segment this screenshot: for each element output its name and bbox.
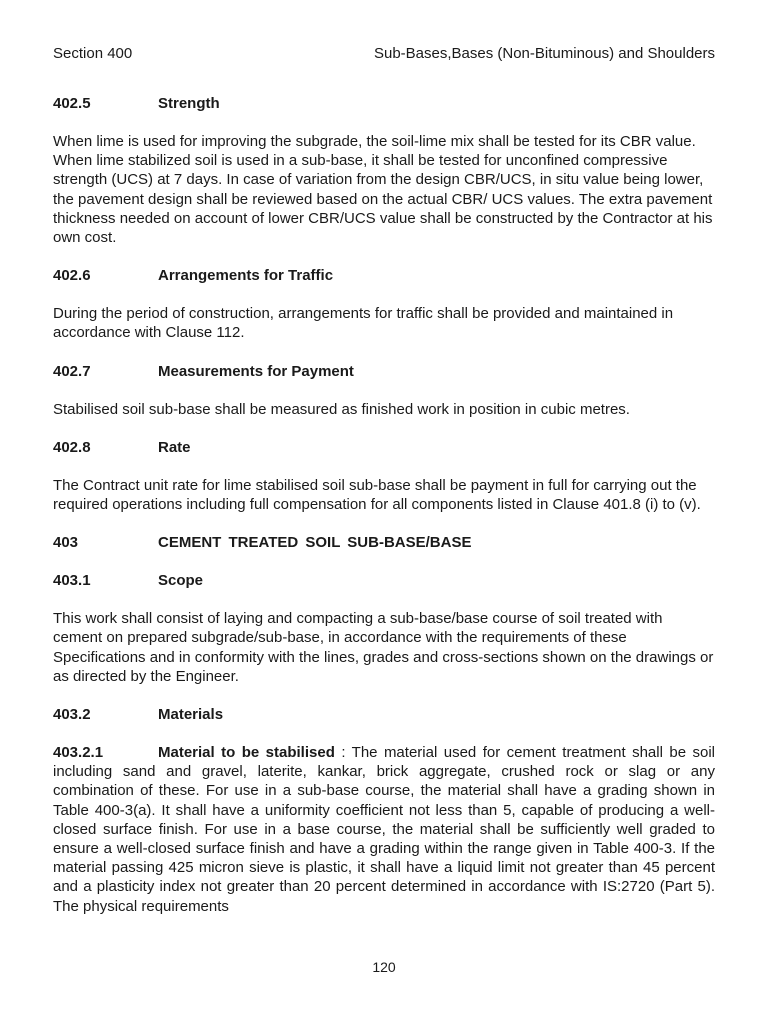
heading-402-6 (53, 266, 715, 285)
document-page (53, 44, 715, 935)
paragraph-text: : The material used for cement treatment shall be soil including sand and gravel, laterite, kankar, brick aggregate, crushed rock or slag or any combination of these. For use in a sub-base course, the material shall have a grading shown in Table 400-3(a). It shall have a uniformity coefficient not less than 5, capable of producing a well-closed surface finish. For use in a base course, the material shall be sufficiently well graded to ensure a well-closed surface finish and have a grading within the range given in Table 400-3. If the material passing 425 micron sieve is plastic, it shall have a liquid limit not greater than 45 percent and a plasticity index not greater than 20 percent determined in accordance with IS:2720 (Part 5). The physical requirements (53, 744, 715, 915)
section-number: 402.5 (53, 95, 91, 112)
paragraph-402-5: When lime is used for improving the subgrade, the soil-lime mix shall be tested for its CBR value. When lime stabilized soil is used in a sub-base, it shall be tested for unconfined compressive strength (UCS) at 7 days. In case of variation from the design CBR/UCS, in situ value being lower, the pavement design shall be reviewed based on the actual CBR/ UCS values. The extra pavement thickness needed on account of lower CBR/UCS value shall be constructed by the Contractor at his own cost. (53, 133, 713, 247)
section-title: Rate (158, 438, 191, 456)
section-title: Material to be stabilised (158, 744, 335, 762)
header-section-label: Section 400 (53, 45, 133, 62)
section-number: 403.1 (53, 572, 91, 590)
paragraph-402-6: During the period of construction, arrangements for traffic shall be provided and maintained in accordance with Clause 112. (53, 305, 674, 342)
heading-402-7 (53, 362, 715, 381)
section-title: CEMENT TREATED SOIL SUB-BASE/BASE (158, 534, 472, 552)
paragraph-403-1: This work shall consist of laying and compacting a sub-base/base course of soil treated with cement on prepared subgrade/sub-base, in accordance with the requirements of these Specifications and in conformity with the lines, grades and cross-sections shown on the drawings or as directed by the Engineer. (53, 610, 714, 685)
section-title: Measurements for Payment (158, 362, 354, 380)
heading-403 (53, 533, 715, 552)
heading-402-8 (53, 438, 715, 457)
section-number: 402.7 (53, 362, 91, 380)
section-title: Arrangements for Traffic (158, 267, 334, 285)
paragraph-402-7: Stabilised soil sub-base shall be measured as finished work in position in cubic metres. (53, 400, 630, 418)
section-number: 403 (53, 534, 79, 552)
running-header (53, 44, 715, 64)
paragraph-402-8: The Contract unit rate for lime stabilised soil sub-base shall be payment in full for carrying out the required operations including full compensation for all components listed in Clause 401.8 (i) to (v). (53, 476, 701, 514)
section-title: Materials (158, 706, 224, 724)
heading-402-5 (53, 94, 715, 113)
section-title: Strength (158, 95, 220, 112)
section-number: 402.6 (53, 267, 91, 285)
heading-403-2 (53, 705, 715, 724)
page-number: 120 (372, 959, 396, 975)
section-title: Scope (158, 572, 204, 590)
heading-403-1 (53, 571, 715, 590)
section-number: 403.2.1 (53, 744, 104, 762)
header-chapter-title: Sub-Bases,Bases (Non-Bituminous) and Shoulders (373, 45, 715, 62)
section-number: 402.8 (53, 438, 91, 456)
section-number: 403.2 (53, 706, 91, 724)
paragraph-403-2-1 (53, 743, 715, 916)
